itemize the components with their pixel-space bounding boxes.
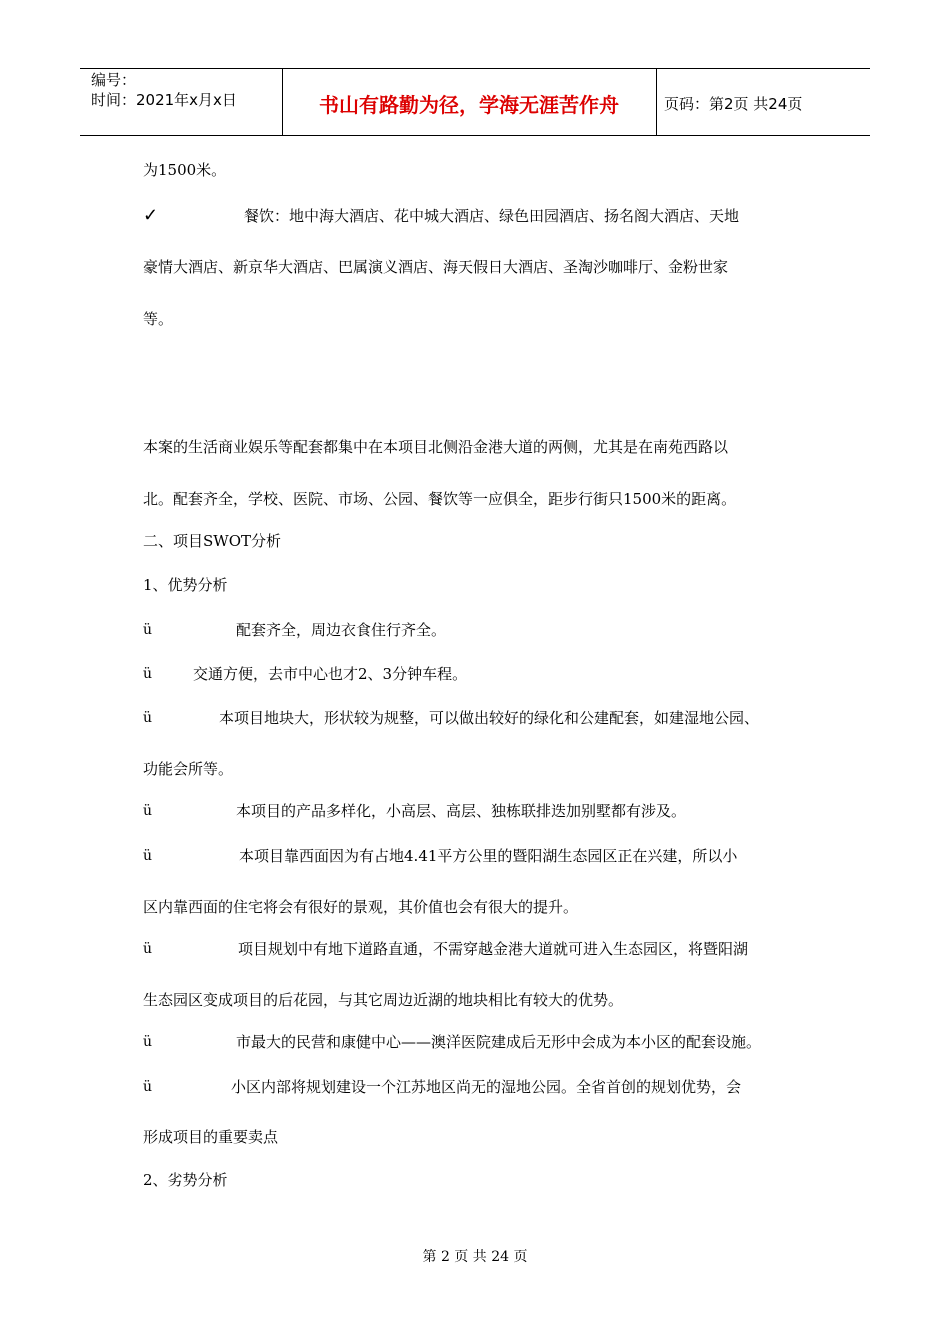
paragraph-line: 北。配套齐全，学校、医院、市场、公园、餐饮等一应俱全，距步行街只1500米的距离。 (143, 490, 737, 508)
list-item-continuation: 形成项目的重要卖点 (143, 1128, 279, 1146)
list-item: 小区内部将规划建设一个江苏地区尚无的湿地公园。全省首创的规划优势，会 (231, 1078, 742, 1096)
header-motto: 书山有路勤为径，学海无涯苦作舟 (319, 93, 619, 117)
bullet-icon: ü (143, 941, 153, 957)
document-number-label: 编号： (91, 71, 137, 89)
list-item: 本项目地块大，形状较为规整，可以做出较好的绿化和公建配套，如建湿地公园、 (219, 709, 760, 727)
page-header (80, 68, 870, 136)
bullet-icon: ü (143, 710, 153, 726)
bullet-icon: ü (143, 1079, 153, 1095)
list-item: 配套齐全，周边衣食住行齐全。 (236, 621, 447, 639)
header-meta-cell (80, 69, 283, 135)
header-page-info: 页码：第2页 共24页 (664, 95, 803, 113)
header-motto-cell (282, 69, 657, 135)
list-item: 本项目靠西面因为有占地4.41平方公里的暨阳湖生态园区正在兴建，所以小 (239, 847, 738, 865)
list-item: 交通方便，去市中心也才2、3分钟车程。 (193, 665, 468, 683)
dining-list-line: 等。 (143, 310, 174, 328)
page-footer: 第 2 页 共 24 页 (422, 1249, 528, 1265)
paragraph-line: 本案的生活商业娱乐等配套都集中在本项目北侧沿金港大道的两侧，尤其是在南苑西路以 (143, 438, 729, 456)
bullet-icon: ü (143, 803, 153, 819)
list-item-continuation: 区内靠西面的住宅将会有很好的景观，其价值也会有很大的提升。 (143, 898, 579, 916)
dining-list-line: 餐饮：地中海大酒店、花中城大酒店、绿色田园酒店、扬名阁大酒店、天地 (244, 207, 740, 225)
document-date-label: 时间：2021年x月x日 (91, 91, 237, 109)
section-heading: 二、项目SWOT分析 (143, 532, 281, 550)
bullet-icon: ü (143, 622, 153, 638)
list-item: 市最大的民营和康健中心——澳洋医院建成后无形中会成为本小区的配套设施。 (236, 1033, 762, 1051)
subsection-heading: 2、劣势分析 (143, 1171, 228, 1189)
bullet-icon: ü (143, 666, 153, 682)
list-item: 本项目的产品多样化，小高层、高层、独栋联排迭加别墅都有涉及。 (236, 802, 687, 820)
list-item-continuation: 生态园区变成项目的后花园，与其它周边近湖的地块相比有较大的优势。 (143, 991, 624, 1009)
dining-list-line: 豪情大酒店、新京华大酒店、巴属演义酒店、海天假日大酒店、圣淘沙咖啡厅、金粉世家 (143, 258, 729, 276)
paragraph-line: 为1500米。 (143, 161, 227, 179)
bullet-icon: ü (143, 848, 153, 864)
list-item: 项目规划中有地下道路直通，不需穿越金港大道就可进入生态园区，将暨阳湖 (238, 940, 749, 958)
check-mark-icon: ✓ (143, 205, 159, 226)
list-item-continuation: 功能会所等。 (143, 760, 234, 778)
bullet-icon: ü (143, 1034, 153, 1050)
subsection-heading: 1、优势分析 (143, 576, 228, 594)
